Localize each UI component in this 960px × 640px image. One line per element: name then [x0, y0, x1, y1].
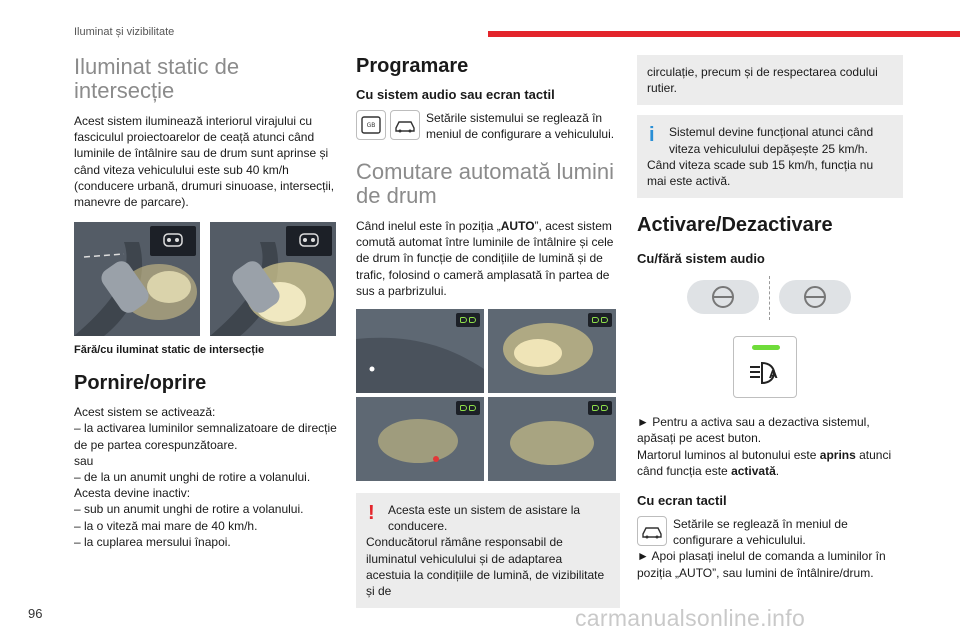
watermark: carmanualsonline.info [575, 605, 806, 631]
section-header: Iluminat și vizibilitate [74, 26, 175, 38]
headlight-indicator-icon [588, 401, 612, 415]
photo-without-lighting [74, 222, 200, 336]
info-text: Când viteza scade sub 15 km/h, funcția nu mai este activă. [647, 157, 874, 189]
static-lighting-title: Iluminat static de intersecție [74, 54, 240, 103]
fog-light-indicator-icon [286, 226, 332, 256]
static-lighting-photos [74, 222, 340, 336]
on-off-line: sau [74, 453, 94, 468]
warning-notice [356, 493, 620, 608]
vehicle-settings-icon [637, 516, 667, 546]
programming-block [356, 110, 620, 144]
programming-text: Setările sistemului se reglează în meniul de configurare a vehiculului. [426, 111, 615, 142]
on-off-line: – la o viteză mai mare de 40 km/h. [74, 518, 258, 533]
activation-subtitle: Cu/fără sistem audio [637, 251, 765, 267]
warning-line: conducere. [388, 519, 448, 534]
continued-notice [637, 55, 903, 105]
auto-high-beam-title: Comutare automată lumini de drum [356, 159, 615, 208]
page-number: 96 [28, 606, 43, 621]
on-off-line: Acest sistem se activează: [74, 405, 216, 420]
on-off-line: Acesta devine inactiv: [74, 486, 191, 501]
warning-text: Conducătorul rămâne responsabil de iluminatul vehiculului și de adaptarea acestuia la condițiile de lumină, de vizibilitate și de [366, 535, 605, 599]
on-off-line: – sub un anumit unghi de rotire a volanului. [74, 502, 304, 517]
final-instruction: ► Apoi plasați inelul de comanda a luminilor în poziția „AUTO”, sau lumini de întâlnire/drum. [637, 549, 886, 580]
programming-title: Programare [356, 55, 469, 77]
auto-beam-button[interactable] [733, 336, 797, 398]
warning-line: Acesta este un sistem de asistare la [388, 503, 581, 518]
lamp-text: Martorul luminos al butonului este aprins atunci când funcția este activată. [637, 447, 892, 478]
touchscreen-subtitle: Cu ecran tactil [637, 493, 727, 509]
photos-caption: Fără/cu iluminat static de intersecție [74, 344, 265, 357]
header-accent-bar [488, 31, 960, 37]
info-icon: i [649, 124, 655, 147]
info-line: viteza vehiculului depășește 25 km/h. [669, 141, 868, 156]
activation-title: Activare/Dezactivare [637, 214, 833, 237]
fog-light-indicator-icon [150, 226, 196, 256]
photo-with-lighting [210, 222, 336, 336]
continued-text: circulație, precum și de respectarea codului rutier. [647, 65, 878, 96]
column-1 [74, 55, 340, 550]
steering-wheel-left-icon [687, 280, 759, 314]
headlight-indicator-icon [456, 313, 480, 327]
divider [769, 276, 770, 320]
steering-wheel-right-icon [779, 280, 851, 314]
illustration-tile [488, 397, 616, 481]
press-button-text: ► Pentru a activa sau a dezactiva sistemul, apăsați pe acest buton. [637, 415, 870, 446]
static-lighting-intro: Acest sistem iluminează interiorul virajului cu fasciculul proiectoarelor de ceață atunci când luminile de întâlnire sau de drum sunt aprinse și când viteza vehiculului este sub 40 km/h (conducere urbană, drumuri sinuoase, intersecții, manevre de parcare). [74, 114, 335, 210]
on-off-title: Pornire/oprire [74, 372, 207, 395]
audio-menu-icon [356, 110, 386, 140]
auto-high-beam-text: Când inelul este în poziția „AUTO”, acest sistem comută automat între luminile de întâlnire și cele de drum în funcție de condițiile de lumină și de trafic, folosind o cameră amplasată în partea de sus a parbrizului. [356, 219, 614, 298]
illustration-tile [356, 309, 484, 393]
headlight-indicator-icon [456, 401, 480, 415]
vehicle-settings-icon [390, 110, 420, 140]
headlight-indicator-icon [588, 313, 612, 327]
illustration-tile [488, 309, 616, 393]
on-off-line: – la activarea luminilor semnalizatoare de direcție de pe partea corespunzătoare. [74, 421, 337, 452]
svg-text:A: A [769, 368, 778, 382]
info-line: Sistemul devine funcțional atunci când [669, 125, 874, 140]
on-off-line: – la cuplarea mersului înapoi. [74, 534, 231, 549]
illustration-tile [356, 397, 484, 481]
warning-icon: ! [368, 502, 375, 525]
on-off-line: – de la un anumit unghi de rotire a volanului. [74, 470, 311, 485]
touchscreen-block [637, 516, 903, 548]
steering-illustration [637, 276, 903, 328]
programming-icons [356, 110, 420, 140]
svg-text:GB: GB [366, 122, 376, 129]
info-notice [637, 115, 903, 198]
button-indicator-lamp [752, 345, 780, 350]
column-2 [356, 55, 620, 618]
auto-beam-illustrations [356, 309, 620, 481]
programming-subtitle: Cu sistem audio sau ecran tactil [356, 87, 555, 102]
touchscreen-text: Setările se reglează în meniul de configurare a vehiculului. [673, 517, 848, 548]
column-3 [637, 55, 903, 581]
